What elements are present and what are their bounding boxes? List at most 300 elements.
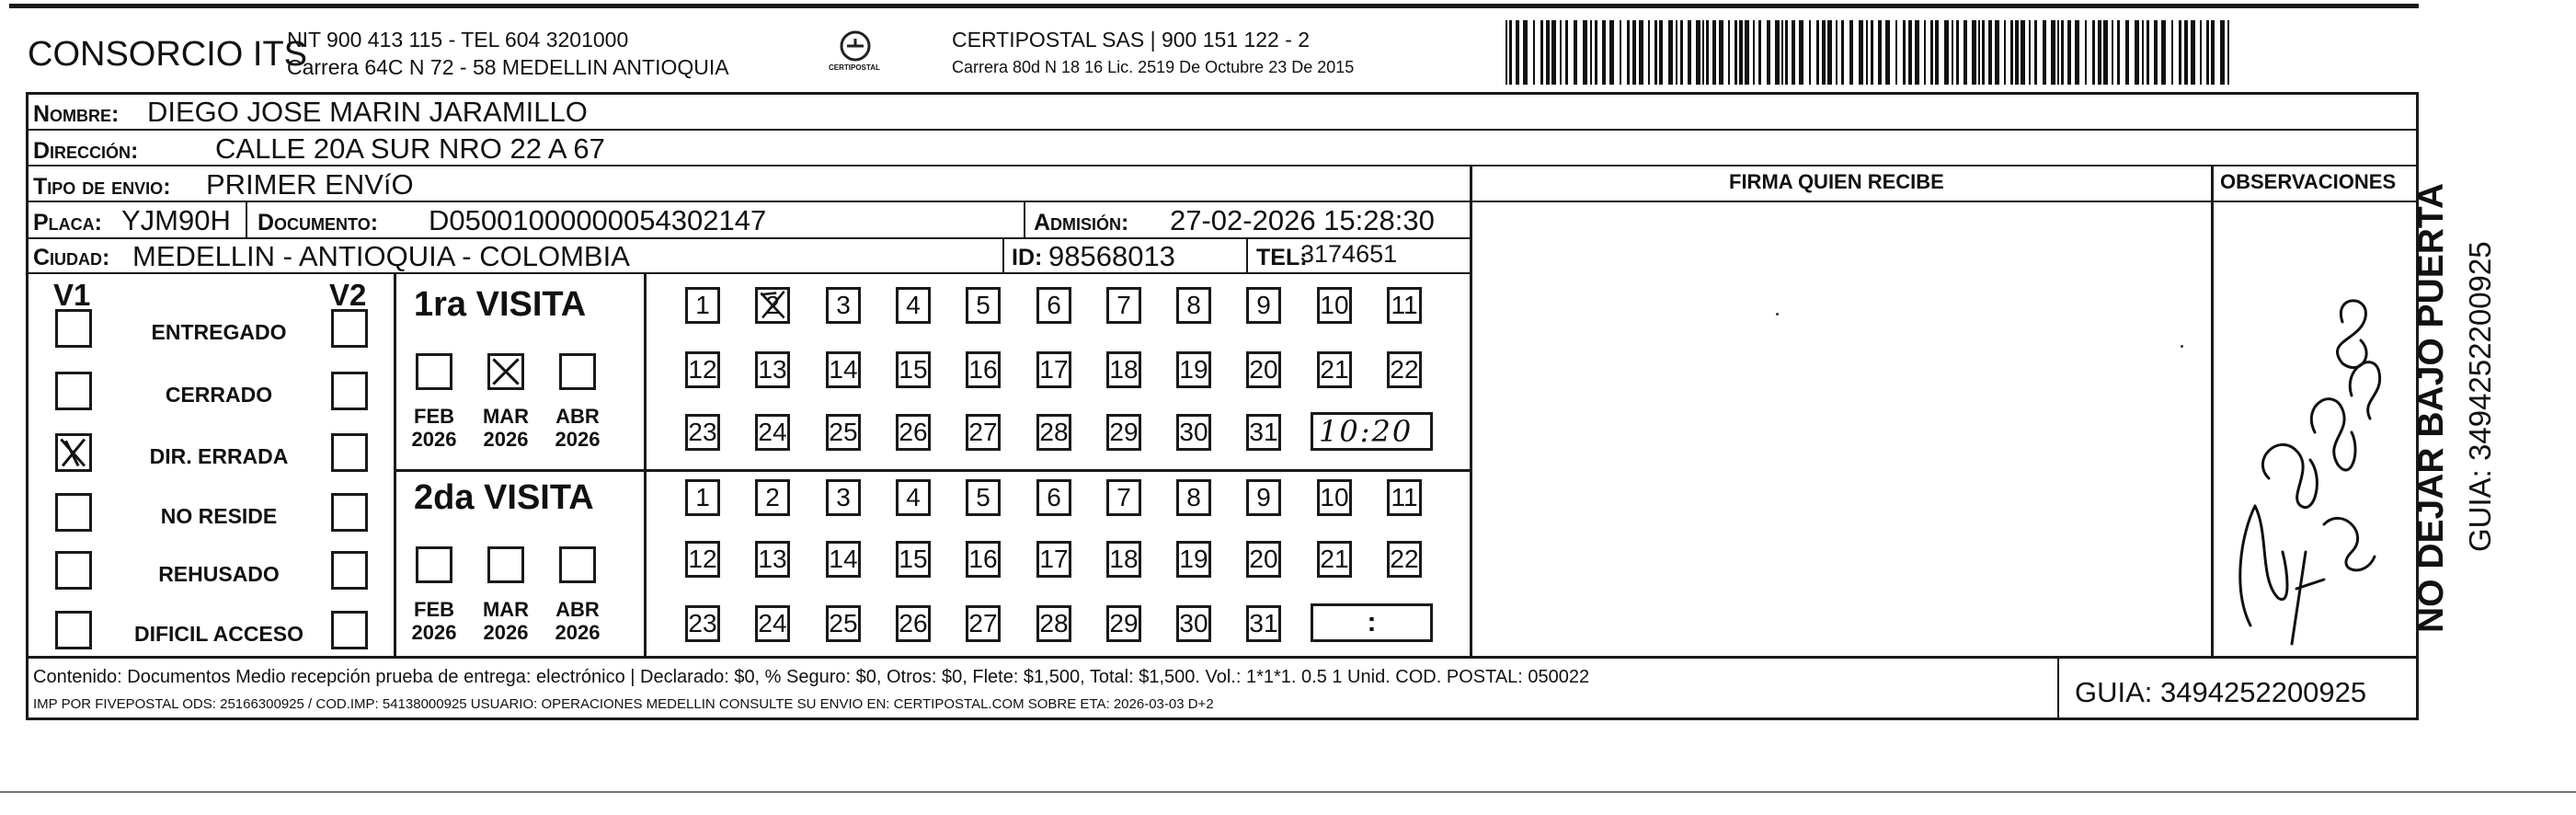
visit1-time-handwritten: 10:20: [1319, 414, 1414, 449]
barcode-bar: [1676, 20, 1677, 85]
day-box[interactable]: [966, 287, 1001, 324]
day-number: 19: [1179, 545, 1208, 573]
barcode-bar: [2061, 20, 2064, 85]
id-value: 98568013: [1048, 240, 1175, 272]
day-number: 9: [1256, 291, 1271, 319]
day-box[interactable]: [896, 414, 931, 451]
month-name: FEB: [414, 405, 454, 428]
barcode-bar: [1775, 20, 1780, 85]
day-number: 3: [836, 483, 851, 511]
day-number: 20: [1249, 545, 1278, 573]
documento-label: Documento:: [258, 210, 379, 235]
day-number: 1: [695, 291, 710, 319]
visit2-time-colon: :: [1367, 607, 1377, 637]
direccion-value: CALLE 20A SUR NRO 22 A 67: [215, 132, 605, 165]
day-box[interactable]: [966, 605, 1001, 642]
barcode-bar: [1516, 20, 1519, 85]
day-number: 24: [758, 609, 787, 637]
day-box[interactable]: [1176, 351, 1211, 388]
day-box[interactable]: [1387, 351, 1422, 388]
barcode-bar: [2034, 20, 2037, 85]
month-name: MAR: [482, 405, 530, 428]
status-label: REHUSADO: [158, 562, 280, 586]
footer-imp: IMP POR FIVEPOSTAL ODS: 25166300925 / COD.IMP: 54138000925 USUARIO: OPERACIONES MEDELLIN CONSULTE SU ENVIO EN: CERTIPOSTAL.COM SOBRE ETA: 2026-03-03 D+2: [33, 696, 1214, 712]
rule: [26, 272, 1470, 274]
barcode-bar: [1668, 20, 1673, 85]
month-label: [545, 598, 610, 645]
visit2-title: 2da VISITA: [414, 478, 594, 517]
month-name: ABR: [555, 598, 600, 621]
barcode-bar: [1739, 20, 1743, 85]
day-box[interactable]: [685, 605, 720, 642]
day-number: 26: [899, 609, 928, 637]
barcode-bar: [1574, 20, 1577, 85]
rule: [1246, 237, 1248, 272]
day-number: 15: [899, 545, 928, 573]
tipo-envio-label: Tipo de envio:: [33, 174, 171, 200]
visit1-time-box[interactable]: [1311, 412, 1433, 451]
barcode-bar: [1540, 20, 1543, 85]
top-border: [9, 4, 2419, 8]
barcode-bar: [1565, 20, 1568, 85]
v2-label: V2: [329, 278, 367, 312]
barcode-bar: [2067, 20, 2071, 85]
barcode-bar: [1609, 20, 1614, 85]
day-number: 5: [976, 483, 990, 511]
barcode-bar: [1995, 20, 1999, 85]
direccion-label: Dirección:: [33, 138, 139, 164]
barcode-bar: [2142, 20, 2144, 85]
day-number: 19: [1179, 355, 1208, 384]
day-box[interactable]: [1246, 605, 1281, 642]
barcode-bar: [1719, 20, 1723, 85]
barcode-bar: [1712, 20, 1716, 85]
stray-dot: [2181, 345, 2183, 348]
tel-value: 3174651: [1300, 240, 1398, 268]
day-box[interactable]: [1176, 414, 1211, 451]
day-box[interactable]: [1036, 287, 1071, 324]
day-box[interactable]: [1036, 351, 1071, 388]
day-number: 10: [1320, 291, 1349, 319]
day-number: 1: [695, 483, 710, 511]
status-col-right: [394, 272, 396, 656]
month-name: MAR: [482, 598, 530, 621]
ciudad-label: Ciudad:: [33, 245, 110, 270]
day-box[interactable]: [896, 541, 931, 578]
day-box[interactable]: [1387, 479, 1422, 516]
day-number: 2: [765, 291, 780, 319]
barcode: [1506, 20, 2237, 85]
barcode-bar: [1908, 20, 1912, 85]
day-box[interactable]: [1106, 605, 1141, 642]
barcode-bar: [1767, 20, 1770, 85]
v1-checkbox[interactable]: [55, 372, 92, 410]
rule: [246, 201, 247, 237]
barcode-bar: [1871, 20, 1873, 85]
day-number: 13: [758, 355, 787, 384]
v1-checkbox[interactable]: [55, 309, 92, 348]
barcode-bar: [1952, 20, 1953, 85]
barcode-bar: [2211, 20, 2215, 85]
barcode-bar: [1728, 20, 1730, 85]
day-number: 21: [1320, 355, 1349, 384]
barcode-bar: [2117, 20, 2120, 85]
admision-label: Admisión:: [1034, 210, 1129, 235]
day-box[interactable]: [1387, 287, 1422, 324]
day-number: 29: [1109, 418, 1139, 446]
day-number: 8: [1186, 291, 1201, 319]
barcode-bar: [1654, 20, 1657, 85]
barcode-bar: [1583, 20, 1587, 85]
barcode-bar: [2220, 20, 2225, 85]
month-label: [474, 598, 538, 645]
barcode-bar: [1696, 20, 1700, 85]
month-checkbox[interactable]: [416, 353, 452, 390]
rule: [26, 165, 2419, 166]
day-number: 3: [836, 291, 851, 319]
day-number: 13: [758, 545, 787, 573]
frame-left: [26, 92, 29, 719]
day-number: 21: [1320, 545, 1349, 573]
v2-checkbox[interactable]: [331, 611, 368, 649]
signature-area[interactable]: [1472, 202, 2211, 656]
stray-dot: [1776, 313, 1779, 316]
barcode-bar: [1688, 20, 1691, 85]
barcode-bar: [2103, 20, 2108, 85]
rule: [1002, 237, 1004, 272]
day-number: 16: [968, 355, 998, 384]
barcode-bar: [2010, 20, 2013, 85]
day-box[interactable]: [685, 541, 720, 578]
day-box[interactable]: [896, 479, 931, 516]
barcode-bar: [2098, 20, 2101, 85]
day-box[interactable]: [896, 351, 931, 388]
day-number: 31: [1249, 418, 1278, 446]
day-box[interactable]: [1317, 351, 1352, 388]
month-name: ABR: [555, 405, 600, 428]
day-box[interactable]: [1176, 287, 1211, 324]
status-label: CERRADO: [165, 383, 273, 407]
barcode-bar: [2179, 20, 2181, 85]
barcode-bar: [2112, 20, 2113, 85]
day-number: 27: [968, 418, 998, 446]
barcode-bar: [1885, 20, 1890, 85]
day-box[interactable]: [1176, 605, 1211, 642]
barcode-bar: [1551, 20, 1556, 85]
day-box[interactable]: [826, 479, 861, 516]
day-box[interactable]: [1036, 605, 1071, 642]
tel-label: TEL:: [1256, 245, 1308, 270]
day-number: 23: [688, 609, 717, 637]
day-number: 30: [1179, 609, 1208, 637]
month-checkbox[interactable]: [559, 353, 596, 390]
month-checkbox[interactable]: [487, 546, 524, 583]
barcode-bar: [1963, 20, 1967, 85]
day-box[interactable]: [1317, 479, 1352, 516]
month-name: FEB: [414, 598, 454, 621]
day-box[interactable]: [685, 351, 720, 388]
barcode-bar: [1935, 20, 1939, 85]
day-number: 18: [1109, 545, 1139, 573]
carrier-logo-text: CERTIPOSTAL: [829, 63, 880, 72]
documento-value: D05001000000054302147: [429, 204, 767, 236]
day-box[interactable]: [826, 351, 861, 388]
day-box[interactable]: [755, 287, 790, 324]
day-number: 4: [906, 291, 921, 319]
day-number: 6: [1047, 483, 1061, 511]
barcode-bar: [2184, 20, 2188, 85]
day-box[interactable]: [755, 541, 790, 578]
v2-checkbox[interactable]: [331, 372, 368, 410]
day-number: 28: [1039, 418, 1069, 446]
v1-checkbox[interactable]: [55, 493, 92, 532]
day-box[interactable]: [685, 479, 720, 516]
day-box[interactable]: [1106, 351, 1141, 388]
month-year: 2026: [483, 428, 529, 452]
month-year: 2026: [483, 621, 529, 645]
day-box[interactable]: [1317, 287, 1352, 324]
barcode-bar: [1648, 20, 1650, 85]
barcode-bar: [2147, 20, 2149, 85]
day-number: 28: [1039, 609, 1069, 637]
observaciones-header: OBSERVACIONES: [2220, 170, 2397, 193]
barcode-bar: [2021, 20, 2025, 85]
barcode-bar: [1915, 20, 1919, 85]
v1-label: V1: [53, 278, 91, 312]
barcode-bar: [1982, 20, 1985, 85]
month-year: 2026: [411, 428, 457, 452]
day-box[interactable]: [896, 287, 931, 324]
v1-checkbox[interactable]: [55, 611, 92, 649]
barcode-bar: [1632, 20, 1636, 85]
barcode-bar: [1809, 20, 1811, 85]
day-box[interactable]: [755, 351, 790, 388]
day-box[interactable]: [1176, 541, 1211, 578]
day-number: 22: [1390, 355, 1419, 384]
barcode-bar: [1930, 20, 1933, 85]
barcode-bar: [1827, 20, 1832, 85]
barcode-bar: [1785, 20, 1788, 85]
day-number: 15: [899, 355, 928, 384]
check-x-icon: [58, 436, 89, 469]
page-bottom-rule: [0, 791, 2576, 793]
day-box[interactable]: [1176, 479, 1211, 516]
barcode-bar: [1895, 20, 1897, 85]
v2-checkbox[interactable]: [331, 433, 368, 472]
barcode-bar: [2206, 20, 2209, 85]
status-label: DIR. ERRADA: [149, 444, 289, 468]
carrier-logo: [829, 28, 880, 78]
day-box[interactable]: [1036, 414, 1071, 451]
barcode-bar: [1509, 20, 1512, 85]
side-guia: GUIA: 3494252200925: [2463, 241, 2497, 552]
barcode-bar: [1878, 20, 1882, 85]
day-number: 6: [1047, 291, 1061, 319]
barcode-bar: [1781, 20, 1783, 85]
day-number: 11: [1391, 483, 1418, 511]
day-box[interactable]: [1387, 541, 1422, 578]
day-box[interactable]: [1246, 414, 1281, 451]
header: [0, 0, 2576, 101]
day-box[interactable]: [1246, 541, 1281, 578]
placa-value: YJM90H: [121, 204, 231, 236]
barcode-bar: [1836, 20, 1838, 85]
v2-checkbox[interactable]: [331, 309, 368, 348]
day-box[interactable]: [966, 414, 1001, 451]
day-box[interactable]: [966, 541, 1001, 578]
day-number: 7: [1116, 291, 1131, 319]
day-box[interactable]: [1106, 287, 1141, 324]
visit1-col: [644, 272, 647, 469]
footer-contenido: Contenido: Documentos Medio recepción prueba de entrega: electrónico | Declarado: $0, % Seguro: $0, Otros: $0, Flete: $1,500, Total: $1,500. Vol.: 1*1*1. 0.5 1 Unid. COD. POSTAL: 050022: [33, 667, 1590, 687]
barcode-bar: [1620, 20, 1621, 85]
barcode-bar: [2051, 20, 2055, 85]
day-number: 8: [1186, 483, 1201, 511]
nombre-value: DIEGO JOSE MARIN JARAMILLO: [147, 96, 588, 128]
day-number: 24: [758, 418, 787, 446]
barcode-bar: [1792, 20, 1795, 85]
day-box[interactable]: [1317, 541, 1352, 578]
day-box[interactable]: [685, 414, 720, 451]
nombre-label: Nombre:: [33, 101, 120, 127]
day-box[interactable]: [1106, 541, 1141, 578]
admision-value: 27-02-2026 15:28:30: [1170, 204, 1435, 236]
header-bottom-rule: [26, 92, 2419, 95]
day-box[interactable]: [685, 287, 720, 324]
day-box[interactable]: [826, 541, 861, 578]
tipo-envio-value: PRIMER ENVíO: [206, 168, 414, 201]
rule: [26, 129, 2419, 131]
barcode-bar: [1702, 20, 1704, 85]
day-box[interactable]: [966, 351, 1001, 388]
barcode-bar: [1735, 20, 1737, 85]
rule: [26, 237, 1470, 239]
barcode-bar: [2004, 20, 2006, 85]
v2-checkbox[interactable]: [331, 493, 368, 532]
day-number: 2: [765, 483, 780, 511]
check-x-icon: [490, 356, 521, 387]
barcode-bar: [1841, 20, 1844, 85]
day-box[interactable]: [1036, 479, 1071, 516]
barcode-bar: [1849, 20, 1853, 85]
visit2-time-box[interactable]: [1311, 603, 1433, 642]
barcode-bar: [2043, 20, 2046, 85]
day-box[interactable]: [1106, 414, 1141, 451]
barcode-bar: [1659, 20, 1663, 85]
day-box[interactable]: [1246, 479, 1281, 516]
day-box[interactable]: [1106, 479, 1141, 516]
day-box[interactable]: [755, 414, 790, 451]
carrier-address: Carrera 80d N 18 16 Lic. 2519 De Octubre 23 De 2015: [952, 58, 1355, 76]
barcode-bar: [1859, 20, 1863, 85]
day-number: 20: [1249, 355, 1278, 384]
visit-separator: [394, 469, 1470, 472]
day-box[interactable]: [1036, 541, 1071, 578]
day-box[interactable]: [755, 605, 790, 642]
barcode-bar: [1506, 20, 1507, 85]
barcode-bar: [1639, 20, 1643, 85]
barcode-bar: [1745, 20, 1749, 85]
month-checkbox[interactable]: [559, 546, 596, 583]
barcode-bar: [2092, 20, 2095, 85]
month-label: [402, 598, 466, 645]
month-checkbox[interactable]: [416, 546, 452, 583]
day-number: 9: [1256, 483, 1271, 511]
month-year: 2026: [555, 621, 601, 645]
company-name: CONSORCIO ITS: [28, 35, 308, 74]
barcode-bar: [2075, 20, 2079, 85]
v1-checkbox[interactable]: [55, 433, 92, 472]
barcode-bar: [1627, 20, 1630, 85]
visit1-title: 1ra VISITA: [414, 285, 587, 324]
barcode-bar: [1972, 20, 1976, 85]
day-box[interactable]: [966, 479, 1001, 516]
barcode-bar: [2057, 20, 2059, 85]
day-number: 16: [968, 545, 998, 573]
day-number: 25: [829, 609, 858, 637]
barcode-bar: [1590, 20, 1592, 85]
day-box[interactable]: [1246, 287, 1281, 324]
day-box[interactable]: [1246, 351, 1281, 388]
barcode-bar: [1523, 20, 1528, 85]
firma-header: FIRMA QUIEN RECIBE: [1729, 170, 1944, 193]
observaciones-area[interactable]: [2214, 202, 2416, 656]
month-label: [402, 405, 466, 452]
day-box[interactable]: [896, 605, 931, 642]
barcode-bar: [2171, 20, 2173, 85]
barcode-bar: [1944, 20, 1949, 85]
barcode-bar: [1903, 20, 1906, 85]
barcode-bar: [1758, 20, 1761, 85]
month-label: [545, 405, 610, 452]
barcode-bar: [1753, 20, 1755, 85]
placa-label: Placa:: [33, 210, 102, 235]
handwritten-signature: [2214, 202, 2416, 656]
day-number: 18: [1109, 355, 1139, 384]
day-number: 22: [1390, 545, 1419, 573]
footer-guia: GUIA: 3494252200925: [2075, 676, 2367, 708]
company-nit: NIT 900 413 115 - TEL 604 3201000: [287, 28, 629, 52]
barcode-bar: [2154, 20, 2158, 85]
v1-checkbox[interactable]: [55, 551, 92, 590]
day-box[interactable]: [826, 414, 861, 451]
barcode-bar: [1595, 20, 1597, 85]
day-number: 23: [688, 418, 717, 446]
day-number: 30: [1179, 418, 1208, 446]
barcode-bar: [1988, 20, 1992, 85]
barcode-bar: [2029, 20, 2031, 85]
barcode-bar: [2125, 20, 2129, 85]
day-number: 5: [976, 291, 990, 319]
day-number: 12: [688, 545, 717, 573]
v2-checkbox[interactable]: [331, 551, 368, 590]
day-number: 7: [1116, 483, 1131, 511]
day-number: 14: [829, 355, 858, 384]
day-number: 17: [1039, 545, 1069, 573]
day-box[interactable]: [826, 605, 861, 642]
day-box[interactable]: [755, 479, 790, 516]
month-year: 2026: [555, 428, 601, 452]
barcode-bar: [2227, 20, 2229, 85]
month-checkbox[interactable]: [487, 353, 524, 390]
barcode-bar: [1533, 20, 1535, 85]
day-number: 14: [829, 545, 858, 573]
barcode-bar: [2191, 20, 2195, 85]
carrier-name: CERTIPOSTAL SAS | 900 151 122 - 2: [952, 28, 1311, 52]
day-number: 27: [968, 609, 998, 637]
day-box[interactable]: [826, 287, 861, 324]
barcode-bar: [1799, 20, 1803, 85]
